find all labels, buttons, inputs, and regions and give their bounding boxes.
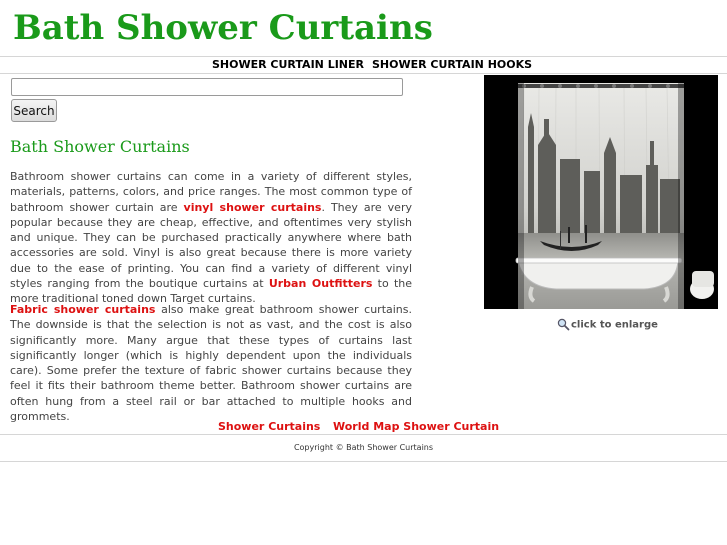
- site-title: Bath Shower Curtains: [13, 8, 433, 48]
- nav-divider: [0, 73, 727, 74]
- shower-curtain-illustration: [484, 75, 718, 309]
- top-nav: [0, 58, 727, 72]
- magnifier-icon: [557, 320, 571, 331]
- footer-divider-top: [0, 434, 727, 435]
- nav-link-shower-curtain-hooks[interactable]: SHOWER CURTAIN HOOKS: [372, 58, 533, 71]
- footer-link-world-map-shower-curtain[interactable]: World Map Shower Curtain: [333, 420, 500, 433]
- enlarge-link[interactable]: [557, 318, 658, 331]
- search-input[interactable]: [11, 78, 403, 96]
- footer-link-shower-curtains[interactable]: Shower Curtains: [218, 420, 321, 433]
- nav-link-shower-curtain-liner[interactable]: SHOWER CURTAIN LINER: [212, 58, 364, 71]
- header-divider: [0, 56, 727, 57]
- article-paragraph-2: Fabric shower curtains also make great bathroom shower curtains. The downside is that the selection is not as vast, and the cost is also significantly more. Many argue that these types of curtains last significantly longer (which is highly dependent upon the individuals care). Some prefer the texture of fabric shower curtains because they feel it fits their bathroom theme better. Bathroom shower curtains are often hung from a steel rail or bar attached to multiple hooks and grommets.: [10, 303, 412, 424]
- copyright-text: Copyright © Bath Shower Curtains: [293, 443, 434, 452]
- link-urban-outfitters[interactable]: Urban Outfitters: [268, 277, 373, 291]
- link-vinyl-shower-curtains[interactable]: vinyl shower curtains: [183, 200, 322, 214]
- article-paragraph-1: Bathroom shower curtains can come in a variety of different styles, materials, patterns, colors, and price ranges. The most common type of bathroom shower curtain are vinyl shower curtains. They are very popular because they are cheap, effective, and oftentimes very stylish and unique. They can be purchased practically anywhere where bath accessories are sold. Vinyl is also great because there is more variety due to the ease of printing. You can find a variety of different vinyl styles ranging from the boutique curtains at Urban Outfitters to the more traditional toned down Target curtains.: [10, 170, 413, 306]
- footer-divider-bottom: [0, 461, 727, 462]
- shower-curtain-photo[interactable]: [484, 75, 718, 309]
- enlarge-caption: click to enlarge: [571, 319, 658, 331]
- search-button[interactable]: Search: [11, 99, 57, 122]
- article-title: Bath Shower Curtains: [10, 137, 190, 156]
- link-fabric-shower-curtains[interactable]: Fabric shower curtains: [10, 303, 156, 316]
